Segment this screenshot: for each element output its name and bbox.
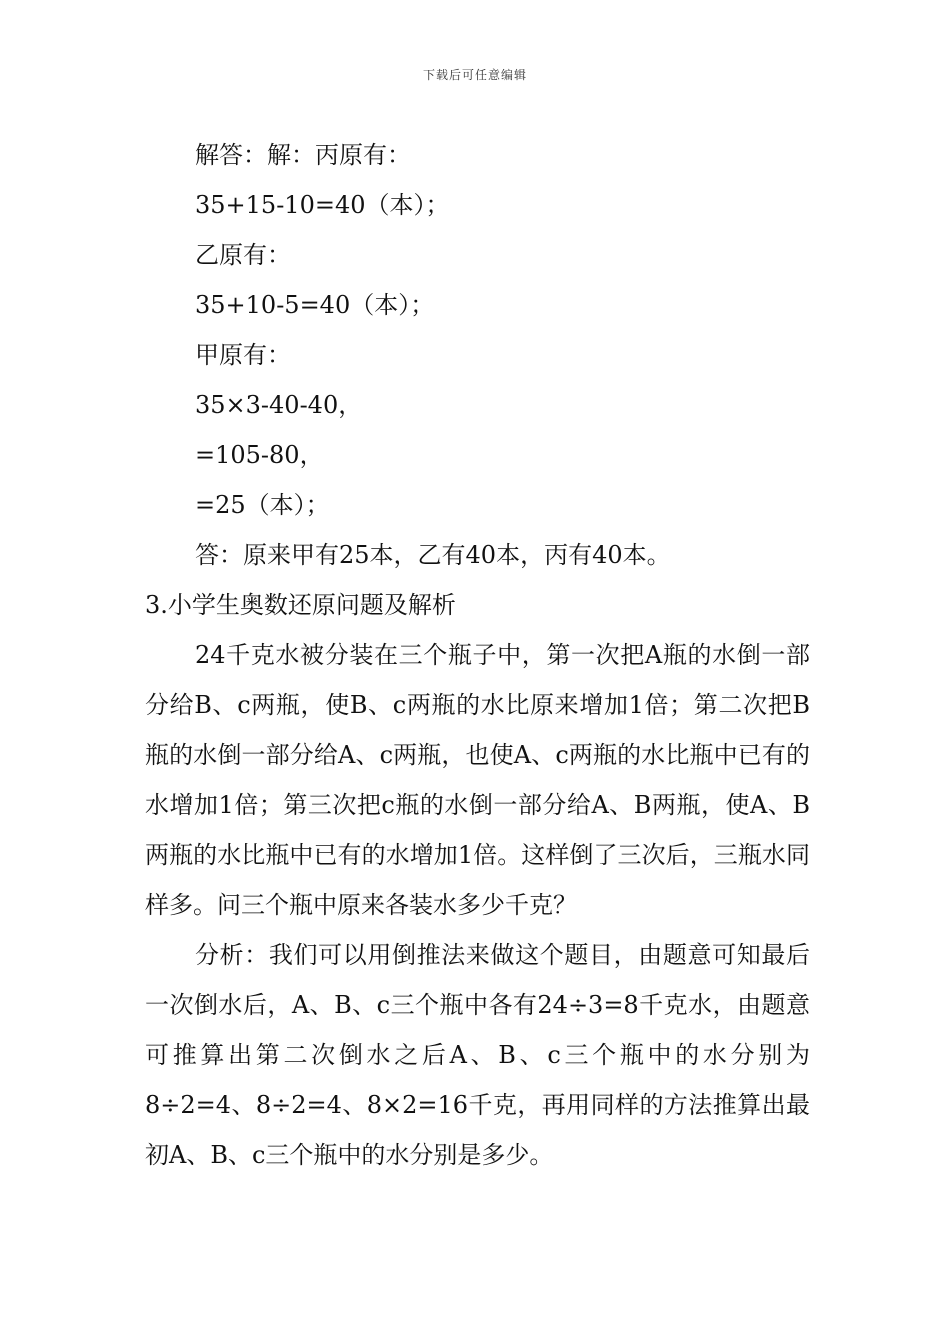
- answer-line: 解答：解：丙原有：: [195, 141, 411, 169]
- answer-line: 35×3-40-40，: [195, 391, 363, 419]
- page-header: 下载后可任意编辑: [422, 68, 527, 82]
- section-heading: 3.小学生奥数还原问题及解析: [145, 591, 456, 619]
- answer-line: =105-80，: [195, 441, 324, 469]
- analysis-paragraph: 分析：我们可以用倒推法来做这个题目，由题意可知最后一次倒水后，A、B、c三个瓶中各有24÷3=8千克水，由题意可推算出第二次倒水之后A、B、c三个瓶中的水分别为8÷2=4、8÷2=4、8×2=16千克，再用同样的方法推算出最初A、B、c三个瓶中的水分别是多少。: [145, 941, 810, 1169]
- problem-paragraph: 24千克水被分装在三个瓶子中，第一次把A瓶的水倒一部分给B、c两瓶，使B、c两瓶的水比原来增加1倍；第二次把B瓶的水倒一部分给A、c两瓶，也使A、c两瓶的水比瓶中已有的水增加1倍；第三次把c瓶的水倒一部分给A、B两瓶，使A、B两瓶的水比瓶中已有的水增加1倍。这样倒了三次后，三瓶水同样多。问三个瓶中原来各装水多少千克？: [145, 641, 810, 919]
- answer-line: 甲原有：: [195, 341, 291, 369]
- answer-line: 35+15-10=40（本）；: [195, 191, 450, 219]
- answer-line: 35+10-5=40（本）；: [195, 291, 435, 319]
- answer-line: 乙原有：: [195, 241, 291, 269]
- answer-conclusion: 答：原来甲有25本，乙有40本，丙有40本。: [195, 541, 671, 569]
- document-body: [145, 130, 810, 1180]
- answer-line: =25（本）；: [195, 491, 330, 519]
